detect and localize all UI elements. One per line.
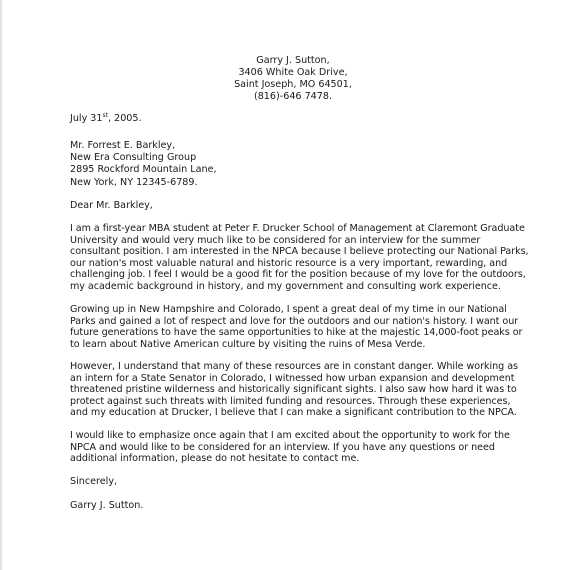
letter-date: [70, 113, 142, 125]
body-paragraph-3: However, I understand that many of these resources are in constant danger. While working as an intern for a State Senator in Colorado, I witnessed how urban expansion and development threatened pristine wilderness and historically significant sights. I also saw how hard it was to protect against such threats with limited funding and resources. Through these experiences, and my education at Drucker, I believe that I can make a significant contribution to the NPCA.: [70, 361, 518, 419]
date-month-day: July 31: [70, 113, 103, 124]
sender-street: 3406 White Oak Drive,: [238, 67, 348, 78]
recipient-city: New York, NY 12345-6789.: [70, 176, 198, 188]
sender-address-block: [200, 55, 386, 103]
recipient-company: New Era Consulting Group: [70, 152, 197, 164]
page-edge-shadow: [0, 0, 3, 570]
recipient-street: 2895 Rockford Mountain Lane,: [70, 164, 217, 176]
sender-name: Garry J. Sutton,: [256, 55, 330, 66]
sender-phone: (816)-646 7478.: [253, 91, 333, 102]
body-paragraph-2: Growing up in New Hampshire and Colorado, I spent a great deal of my time in our National Parks and gained a lot of respect and love for the outdoors and our nation's history. I want our future generations to have the same opportunities to hike at the majestic 14,000-foot peaks or to learn about Native American culture by visiting the ruins of Mesa Verde.: [70, 304, 523, 350]
date-year: , 2005.: [108, 113, 142, 124]
date-ordinal-suffix: st: [102, 112, 108, 119]
sender-city: Saint Joseph, MO 64501,: [234, 79, 352, 90]
closing: Sincerely,: [70, 476, 118, 487]
salutation: Dear Mr. Barkley,: [70, 200, 153, 211]
body-paragraph-4: I would like to emphasize once again that I am excited about the opportunity to work for the NPCA and would like to be considered for an interview. If you have any questions or need additional information, please do not hesitate to contact me.: [70, 430, 510, 465]
body-paragraph-1: I am a first-year MBA student at Peter F. Drucker School of Management at Claremont Graduate University and would very much like to be considered for an interview for the summer consultant position. I am interested in the NPCA because I believe protecting our National Parks, our nation's most valuable natural and historic resource is a very important, rewarding, and challenging job. I feel I would be a good fit for the position because of my love for the outdoors, my academic background in history, and my government and consulting work experience.: [70, 223, 529, 292]
recipient-name: Mr. Forrest E. Barkley,: [70, 140, 176, 151]
recipient-address-block: [70, 140, 217, 189]
signature-name: Garry J. Sutton.: [70, 500, 144, 511]
